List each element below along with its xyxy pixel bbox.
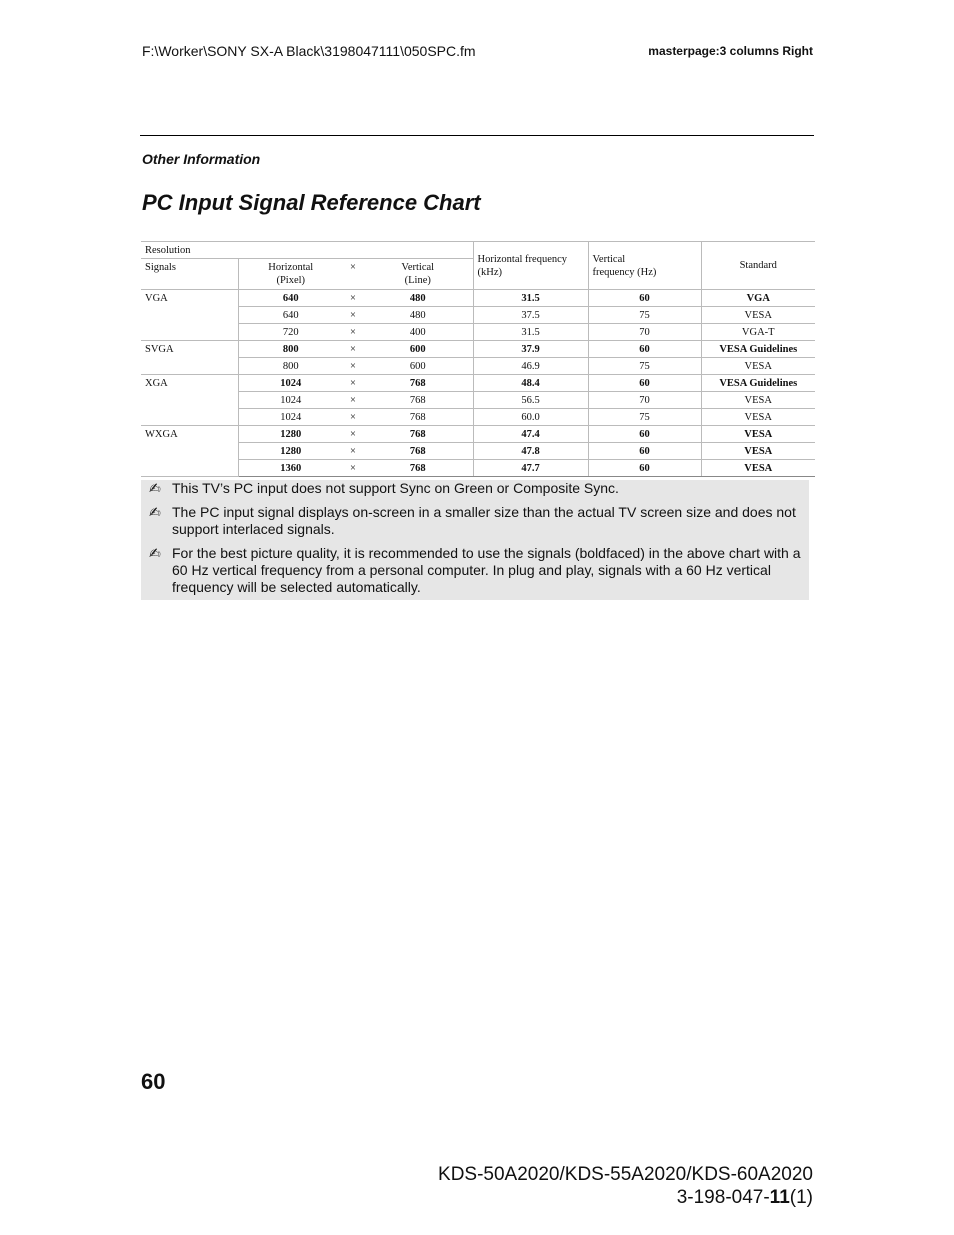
table-row: [141, 375, 815, 392]
cell-vertical: 480: [363, 307, 473, 324]
model-numbers: KDS-50A2020/KDS-55A2020/KDS-60A2020: [438, 1164, 813, 1185]
header-rule: [140, 135, 814, 136]
cell-horizontal: 1024: [238, 392, 343, 409]
cell-v-frequency: 60: [588, 341, 701, 358]
cell-standard: VGA-T: [701, 324, 815, 341]
cell-v-frequency: 60: [588, 375, 701, 392]
cell-vertical: 480: [363, 290, 473, 307]
cell-horizontal: 1280: [238, 443, 343, 460]
cell-v-frequency: 60: [588, 460, 701, 477]
cell-standard: VESA: [701, 392, 815, 409]
cell-horizontal: 720: [238, 324, 343, 341]
part-suffix: (1): [789, 1187, 813, 1208]
cell-vertical: 768: [363, 409, 473, 426]
cell-vertical: 600: [363, 358, 473, 375]
table-row: [141, 307, 815, 324]
cell-h-frequency: 31.5: [473, 290, 588, 307]
cell-v-frequency: 70: [588, 324, 701, 341]
cell-standard: VESA: [701, 409, 815, 426]
masterpage-label: masterpage:3 columns Right: [648, 44, 813, 58]
table-row: [141, 426, 815, 443]
header-times: ×: [343, 259, 363, 290]
table-row: [141, 358, 815, 375]
part-prefix: 3-198-047-: [676, 1187, 770, 1208]
note-pencil-icon: ✍: [149, 504, 161, 520]
page-title: PC Input Signal Reference Chart: [142, 190, 481, 215]
cell-vertical: 768: [363, 443, 473, 460]
cell-signal: [141, 409, 238, 426]
cell-horizontal: 800: [238, 358, 343, 375]
part-number: [677, 1187, 813, 1209]
cell-h-frequency: 47.8: [473, 443, 588, 460]
cell-standard: VESA: [701, 443, 815, 460]
cell-times: ×: [343, 324, 363, 341]
table-row: [141, 341, 815, 358]
cell-times: ×: [343, 443, 363, 460]
cell-horizontal: 1024: [238, 409, 343, 426]
cell-horizontal: 1360: [238, 460, 343, 477]
cell-horizontal: 1280: [238, 426, 343, 443]
cell-times: ×: [343, 426, 363, 443]
table-row: [141, 460, 815, 477]
cell-h-frequency: 37.9: [473, 341, 588, 358]
cell-vertical: 768: [363, 392, 473, 409]
cell-v-frequency: 60: [588, 443, 701, 460]
file-path: F:\Worker\SONY SX-A Black\3198047111\050SPC.fm: [142, 43, 476, 59]
table-row: [141, 409, 815, 426]
part-bold: 11: [769, 1187, 790, 1208]
table-row: [141, 392, 815, 409]
cell-h-frequency: 31.5: [473, 324, 588, 341]
cell-signal: [141, 443, 238, 460]
page-number: 60: [141, 1069, 166, 1094]
cell-horizontal: 640: [238, 290, 343, 307]
cell-h-frequency: 60.0: [473, 409, 588, 426]
header-v-frequency: Vertical frequency (Hz): [588, 242, 701, 290]
cell-h-frequency: 47.7: [473, 460, 588, 477]
cell-standard: VESA: [701, 426, 815, 443]
header-standard: Standard: [701, 242, 815, 290]
cell-times: ×: [343, 307, 363, 324]
table-row: [141, 290, 815, 307]
note-text: The PC input signal displays on-screen in a smaller size than the actual TV screen size and does not support interlaced signals.: [172, 504, 796, 537]
cell-v-frequency: 75: [588, 409, 701, 426]
note-pencil-icon: ✍: [149, 545, 161, 561]
header-vertical: Vertical (Line): [363, 259, 473, 290]
cell-h-frequency: 37.5: [473, 307, 588, 324]
cell-horizontal: 1024: [238, 375, 343, 392]
cell-times: ×: [343, 341, 363, 358]
header-signals: Signals: [141, 259, 238, 290]
cell-v-frequency: 60: [588, 290, 701, 307]
cell-horizontal: 800: [238, 341, 343, 358]
cell-h-frequency: 47.4: [473, 426, 588, 443]
cell-h-frequency: 46.9: [473, 358, 588, 375]
cell-signal: WXGA: [145, 428, 178, 440]
cell-times: ×: [343, 358, 363, 375]
header-h-frequency: Horizontal frequency (kHz): [473, 242, 588, 290]
cell-vertical: 600: [363, 341, 473, 358]
cell-v-frequency: 70: [588, 392, 701, 409]
cell-standard: VESA: [701, 358, 815, 375]
note-text: For the best picture quality, it is recommended to use the signals (boldfaced) in the above chart with a 60 Hz vertical frequency from a personal computer. In plug and play, signals with a 60 Hz vertical frequency will be selected automatically.: [172, 545, 801, 595]
cell-standard: VGA: [701, 290, 815, 307]
cell-v-frequency: 60: [588, 426, 701, 443]
cell-vertical: 400: [363, 324, 473, 341]
cell-h-frequency: 56.5: [473, 392, 588, 409]
cell-standard: VESA: [701, 307, 815, 324]
cell-standard: VESA Guidelines: [701, 341, 815, 358]
table-row: [141, 443, 815, 460]
notes-box: [141, 480, 809, 600]
cell-vertical: 768: [363, 460, 473, 477]
cell-times: ×: [343, 392, 363, 409]
table-row: [141, 324, 815, 341]
cell-times: ×: [343, 460, 363, 477]
cell-signal: VGA: [145, 292, 168, 304]
cell-times: ×: [343, 290, 363, 307]
note-text: This TV’s PC input does not support Sync on Green or Composite Sync.: [172, 480, 619, 496]
cell-times: ×: [343, 375, 363, 392]
cell-vertical: 768: [363, 426, 473, 443]
note-pencil-icon: ✍: [149, 480, 161, 496]
cell-vertical: 768: [363, 375, 473, 392]
cell-signal: [141, 307, 238, 324]
cell-standard: VESA: [701, 460, 815, 477]
header-resolution: Resolution: [141, 242, 473, 259]
cell-signal: SVGA: [145, 343, 174, 355]
cell-signal: [141, 324, 238, 341]
cell-signal: [141, 358, 238, 375]
signal-reference-table: [141, 241, 815, 477]
section-label: Other Information: [142, 151, 261, 167]
cell-standard: VESA Guidelines: [701, 375, 815, 392]
cell-times: ×: [343, 409, 363, 426]
cell-v-frequency: 75: [588, 307, 701, 324]
cell-v-frequency: 75: [588, 358, 701, 375]
cell-signal: [141, 392, 238, 409]
cell-signal: XGA: [145, 377, 168, 389]
header-horizontal: Horizontal (Pixel): [238, 259, 343, 290]
cell-signal: [141, 460, 238, 477]
cell-h-frequency: 48.4: [473, 375, 588, 392]
cell-horizontal: 640: [238, 307, 343, 324]
